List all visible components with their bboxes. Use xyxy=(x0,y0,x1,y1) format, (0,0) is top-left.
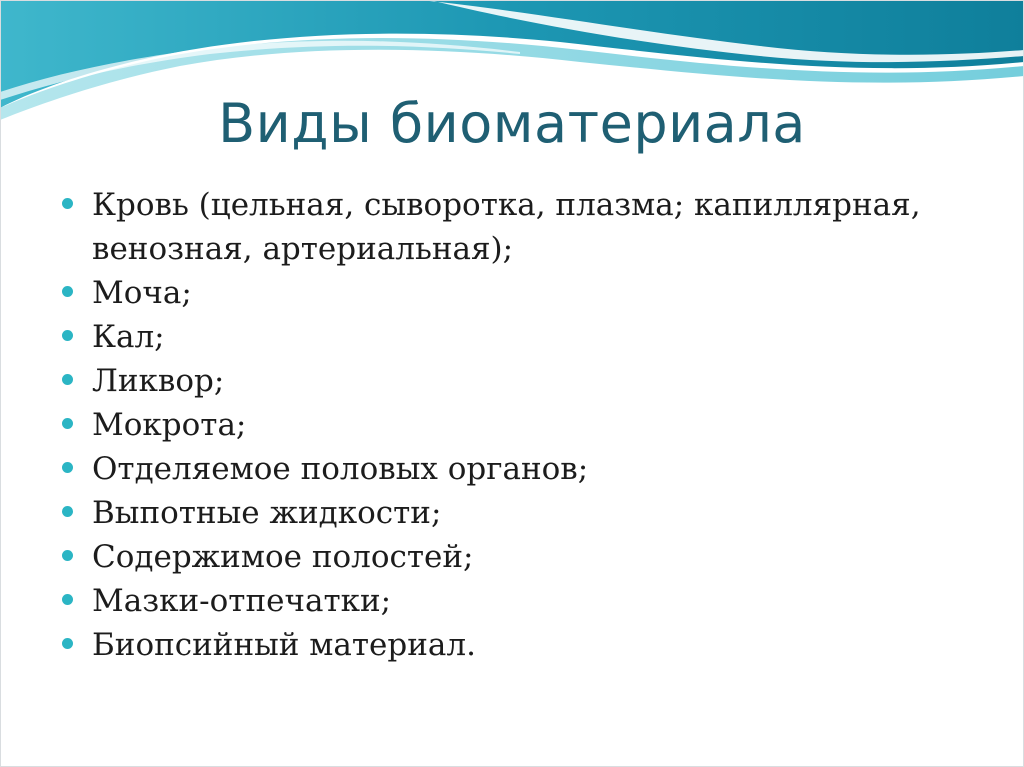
list-item xyxy=(60,623,980,667)
list-item-text: Мокрота; xyxy=(92,407,247,443)
bullet-icon xyxy=(62,638,73,649)
bullet-icon xyxy=(62,374,73,385)
bullet-icon xyxy=(62,506,73,517)
bullet-icon xyxy=(62,594,73,605)
list-item-text: Мазки-отпечатки; xyxy=(92,583,392,619)
slide-title: Виды биоматериала xyxy=(218,92,806,155)
list-item xyxy=(60,271,980,315)
list-item xyxy=(60,403,980,447)
list-item xyxy=(60,183,980,271)
list-item xyxy=(60,579,980,623)
list-item xyxy=(60,447,980,491)
list-item-text: Моча; xyxy=(92,275,192,311)
bullet-list xyxy=(60,183,980,667)
list-item xyxy=(60,359,980,403)
bullet-icon xyxy=(62,198,73,209)
bullet-icon xyxy=(62,286,73,297)
bullet-icon xyxy=(62,330,73,341)
list-item-text: Биопсийный материал. xyxy=(92,627,476,663)
list-item-text: Отделяемое половых органов; xyxy=(92,451,589,487)
list-item-text: Выпотные жидкости; xyxy=(92,495,442,531)
list-item-text: Ликвор; xyxy=(92,363,225,399)
bullet-icon xyxy=(62,462,73,473)
list-item xyxy=(60,491,980,535)
list-item xyxy=(60,315,980,359)
list-item-text: Кал; xyxy=(92,319,165,355)
list-item-text: Кровь (цельная, сыворотка, плазма; капиллярная, венозная, артериальная); xyxy=(92,187,921,267)
list-item-text: Содержимое полостей; xyxy=(92,539,474,575)
bullet-icon xyxy=(62,418,73,429)
list-item xyxy=(60,535,980,579)
bullet-icon xyxy=(62,550,73,561)
